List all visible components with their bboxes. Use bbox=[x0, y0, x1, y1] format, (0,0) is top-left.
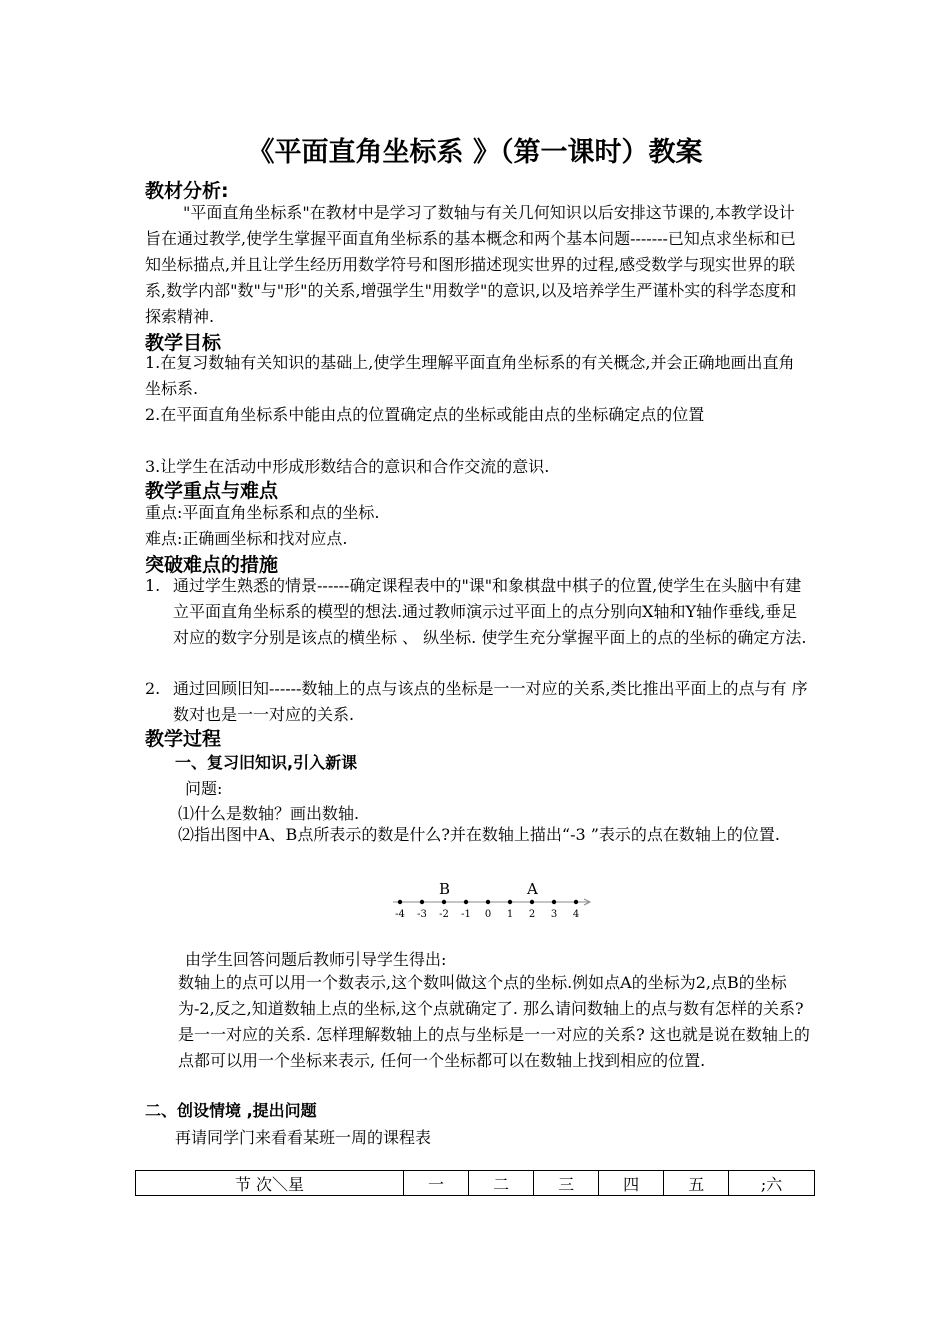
after-answer-text: 由学生回答问题后教师引导学生得出: bbox=[185, 950, 447, 969]
number-line-point bbox=[442, 900, 446, 904]
number-line bbox=[385, 878, 605, 926]
number-line-point bbox=[530, 900, 534, 904]
question-label: 问题: bbox=[185, 779, 223, 798]
number-line-point bbox=[508, 900, 512, 904]
measure-number-2: 2. bbox=[145, 679, 161, 698]
measure-number-1: 1. bbox=[145, 576, 161, 595]
number-line-tick-label: 0 bbox=[484, 909, 492, 920]
point-b-label: B bbox=[439, 880, 451, 898]
number-line-point bbox=[420, 900, 424, 904]
goals-heading: 教学目标 bbox=[145, 332, 222, 354]
point-a-label: A bbox=[527, 880, 538, 898]
schedule-header-cell: 节 次＼星 bbox=[136, 1171, 404, 1196]
measure-item-1: 通过学生熟悉的情景------确定课程表中的"课"和象棋盘中棋子的位置,使学生在头脑中有建立平面直角坐标系的模型的想法.通过教师演示过平面上的点分别向X轴和Y轴作垂线,垂足对应的数字分别是该点的横坐标 、 纵坐标. 使学生充分掌握平面上的点的坐标的确定方法. bbox=[173, 576, 807, 647]
schedule-header-cell: 二 bbox=[469, 1171, 534, 1196]
number-line-point bbox=[552, 900, 556, 904]
goal-item-3: 3.让学生在活动中形成形数结合的意识和合作交流的意识. bbox=[145, 457, 550, 476]
key-point: 重点:平面直角坐标系和点的坐标. bbox=[145, 503, 380, 522]
difficult-point: 难点:正确画坐标和找对应点. bbox=[145, 529, 348, 548]
explanation-paragraph: 数轴上的点可以用一个数表示,这个数叫做这个点的坐标.例如点A的坐标为2,点B的坐标为-2,反之,知道数轴上点的坐标,这个点就确定了. 那么请问数轴上的点与数有怎样的关系?是一一对应的关系. 怎样理解数轴上的点与坐标是一一对应的关系? 这也就是说在数轴上的点都可以用一个坐标来表示, 任何一个坐标都可以在数轴上找到相应的位置. bbox=[178, 973, 810, 1070]
schedule-header-cell: 一 bbox=[404, 1171, 469, 1196]
goal-item-1: 1.在复习数轴有关知识的基础上,使学生理解平面直角坐标系的有关概念,并会正确地画出直角坐标系. bbox=[145, 353, 795, 398]
schedule-header-row bbox=[136, 1171, 815, 1196]
schedule-header-cell: 四 bbox=[599, 1171, 664, 1196]
number-line-tick-label: 1 bbox=[506, 909, 514, 920]
question-2 bbox=[178, 822, 811, 848]
schedule-header-cell: 三 bbox=[534, 1171, 599, 1196]
keypoints-heading: 教学重点与难点 bbox=[145, 480, 279, 502]
question-2-text: ⑵指出图中A、B点所表示的数是什么?并在数轴上描出“-3 ”表示的点在数轴上的位置. bbox=[178, 825, 781, 844]
process-heading: 教学过程 bbox=[145, 728, 222, 750]
schedule-table bbox=[135, 1170, 815, 1196]
number-line-tick-label: 3 bbox=[550, 909, 558, 920]
number-line-tick-label: 2 bbox=[528, 909, 536, 920]
analysis-paragraph: "平面直角坐标系"在教材中是学习了数轴与有关几何知识以后安排这节课的,本教学设计旨在通过教学,使学生掌握平面直角坐标系的基本概念和两个基本问题-------已知点求坐标和已知坐标描点,并且让学生经历用数学符号和图形描述现实世界的过程,感受数学与现实世界的联系,数学内部"数"与"形"的关系,增强学生"用数学"的意识,以及培养学生严谨朴实的科学态度和探索精神. bbox=[145, 203, 797, 326]
number-line-point bbox=[574, 900, 578, 904]
number-line-tick-label: -3 bbox=[417, 909, 427, 920]
question-1: ⑴什么是数轴？画出数轴. bbox=[178, 804, 360, 823]
number-line-tick-label: -1 bbox=[461, 909, 471, 920]
measures-heading: 突破难点的措施 bbox=[145, 554, 279, 576]
measure-item-2: 通过回顾旧知------数轴上的点与该点的坐标是一一对应的关系,类比推出平面上的点与有 序数对也是一一对应的关系. bbox=[173, 679, 808, 724]
schedule-header-cell: 五 bbox=[664, 1171, 729, 1196]
number-line-tick-label: -4 bbox=[395, 909, 405, 920]
number-line-figure bbox=[385, 878, 605, 926]
schedule-header-cell: ;六 bbox=[729, 1171, 815, 1196]
part1-heading: 一、复习旧知识,引入新课 bbox=[175, 753, 358, 772]
number-line-point bbox=[464, 900, 468, 904]
number-line-tick-label: 4 bbox=[572, 909, 580, 920]
analysis-heading: 教材分析: bbox=[145, 180, 229, 202]
part2-text: 再请同学门来看看某班一周的课程表 bbox=[175, 1128, 432, 1147]
number-line-point bbox=[398, 900, 402, 904]
goal-item-2: 2.在平面直角坐标系中能由点的位置确定点的坐标或能由点的坐标确定点的位置 bbox=[145, 405, 705, 424]
number-line-tick-label: -2 bbox=[439, 909, 449, 920]
number-line-point bbox=[486, 900, 490, 904]
document-title: 《平面直角坐标系 》（第一课时）教案 bbox=[247, 137, 703, 168]
part2-heading: 二、创设情境 ,提出问题 bbox=[145, 1101, 317, 1120]
